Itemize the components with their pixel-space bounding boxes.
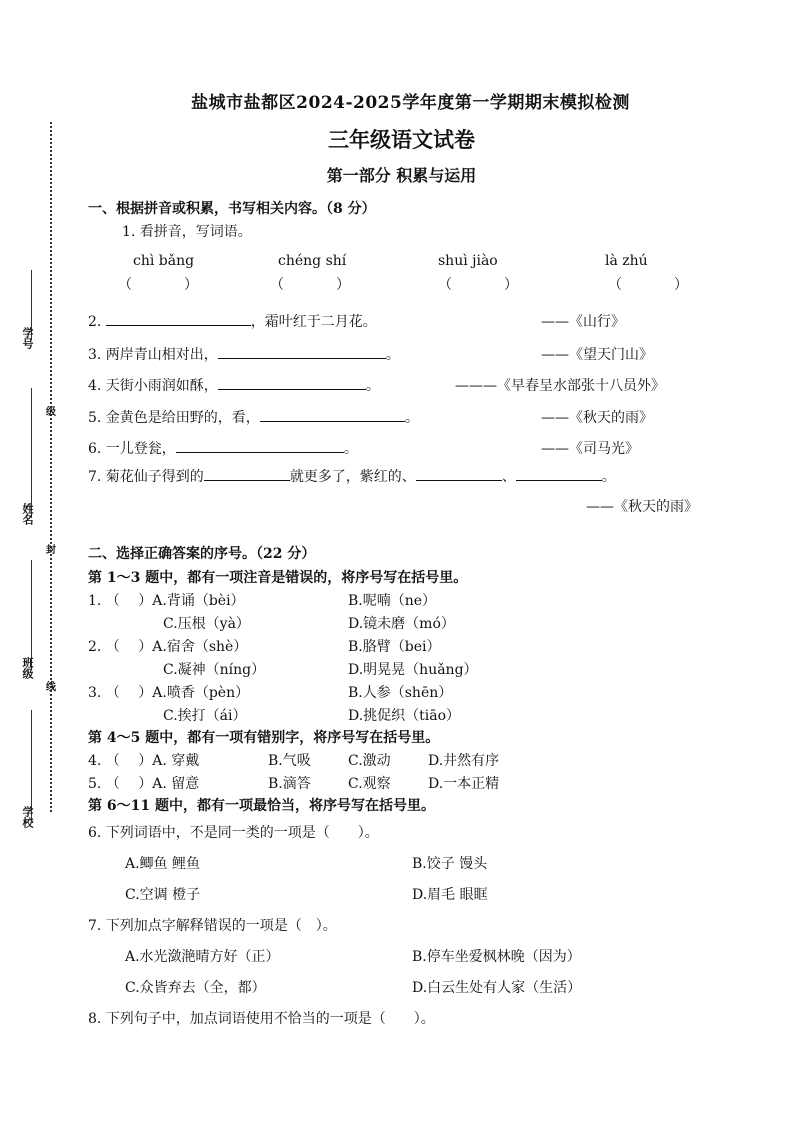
q7-source: ——《秋天的雨》 — [586, 499, 698, 515]
answer-paren-3[interactable]: （ ） — [438, 277, 518, 293]
s2-q8-stem: 8. 下列句子中，加点词语使用不恰当的一项是（ ）。 — [88, 1011, 435, 1027]
q3-source: ——《望天门山》 — [541, 347, 653, 363]
s2-q3-d: D.挑促织（tiāo） — [348, 708, 461, 724]
s2-q7-d: D.白云生处有人家（生活） — [412, 980, 582, 996]
q7-line: 7. 菊花仙子得到的 就更多了，紫红的、 、 。 — [88, 466, 616, 486]
s2-q6-stem: 6. 下列词语中，不是同一类的一项是（ ）。 — [88, 825, 379, 841]
sub1-instruction: 第 1～3 题中，都有一项注音是错误的，将序号写在括号里。 — [88, 570, 468, 586]
q5-blank[interactable] — [260, 407, 405, 422]
s2-q2-lead: 2. （ ）A.宿舍（shè） — [88, 639, 248, 655]
q4-line: 4. 天街小雨润如酥， 。 — [88, 375, 380, 395]
s2-q1-d: D.镜未磨（mó） — [348, 616, 455, 632]
exam-subtitle: 三年级语文试卷 — [328, 127, 475, 152]
name-line — [31, 388, 32, 518]
q6-source: ——《司马光》 — [541, 441, 639, 457]
q2-source: ——《山行》 — [541, 314, 625, 330]
q5-source: ——《秋天的雨》 — [541, 410, 653, 426]
q6-line: 6. 一儿登瓮， 。 — [88, 438, 358, 458]
q7-blank-2[interactable] — [416, 466, 502, 481]
s2-q1-b: B.呢喃（ne） — [348, 593, 437, 609]
q2-blank[interactable] — [106, 311, 251, 326]
line-label: 线 — [46, 682, 56, 693]
s2-q6-c: C.空调 橙子 — [125, 887, 201, 903]
student-no-label: 学号 — [21, 327, 34, 349]
pinyin-1: chì bǎng — [133, 253, 195, 269]
sub2-instruction: 第 4～5 题中，都有一项有错别字，将序号写在括号里。 — [88, 730, 440, 746]
q4-blank[interactable] — [218, 375, 366, 390]
binding-dotted-line — [50, 122, 52, 812]
class-line — [31, 560, 32, 670]
s2-q3-lead: 3. （ ）A.喷香（pèn） — [88, 685, 250, 701]
s2-q1-lead: 1. （ ）A.背诵（bèi） — [88, 593, 245, 609]
answer-paren-4[interactable]: （ ） — [608, 277, 688, 293]
s2-q4-d: D.井然有序 — [428, 753, 500, 769]
s2-q6-a: A.鲫鱼 鲤鱼 — [125, 856, 201, 872]
section2-heading: 二、选择正确答案的序号。（22 分） — [88, 546, 316, 562]
q7-blank-1[interactable] — [204, 466, 290, 481]
q3-line: 3. 两岸青山相对出， 。 — [88, 344, 400, 364]
answer-paren-2[interactable]: （ ） — [270, 277, 350, 293]
q7-blank-3[interactable] — [516, 466, 602, 481]
seal-label: 封 — [46, 545, 56, 556]
answer-paren-1[interactable]: （ ） — [118, 277, 198, 293]
s2-q7-b: B.停车坐爱枫林晚（因为） — [412, 949, 581, 965]
q3-blank[interactable] — [218, 344, 386, 359]
name-label: 姓名 — [21, 503, 34, 525]
exam-title: 盐城市盐都区2024-2025学年度第一学期期末模拟检测 — [191, 93, 630, 113]
s2-q6-d: D.眉毛 眼眶 — [412, 887, 488, 903]
s2-q2-b: B.胳臂（bei） — [348, 639, 441, 655]
q2-line: 2. ，霜叶红于二月花。 — [88, 311, 377, 331]
s2-q1-c: C.压根（yà） — [163, 616, 250, 632]
s2-q7-a: A.水光潋滟晴方好（正） — [125, 949, 280, 965]
s2-q4-b: B.气吸 — [268, 753, 311, 769]
sub3-instruction: 第 6～11 题中，都有一项最恰当，将序号写在括号里。 — [88, 798, 435, 814]
s2-q5-d: D.一本正精 — [428, 776, 500, 792]
pinyin-4: là zhú — [605, 253, 648, 269]
s2-q5-lead: 5. （ ）A. 留意 — [88, 776, 200, 792]
school-label: 学校 — [21, 806, 34, 828]
pinyin-2: chéng shí — [278, 253, 347, 269]
class-char-label: 级 — [46, 407, 56, 418]
s2-q2-d: D.明晃晃（huǎng） — [348, 662, 478, 678]
s2-q6-b: B.饺子 馒头 — [412, 856, 488, 872]
s2-q3-b: B.人参（shēn） — [348, 685, 453, 701]
school-line — [31, 710, 32, 820]
class-label: 班级 — [21, 657, 34, 679]
s2-q5-c: C.观察 — [348, 776, 391, 792]
part-heading: 第一部分 积累与运用 — [326, 166, 477, 185]
s2-q5-b: B.滴答 — [268, 776, 311, 792]
q1-prompt: 1. 看拼音，写词语。 — [122, 224, 252, 240]
s2-q3-c: C.挨打（ái） — [163, 708, 247, 724]
pinyin-3: shuì jiào — [438, 253, 498, 269]
section1-heading: 一、根据拼音或积累，书写相关内容。（8 分） — [88, 201, 376, 217]
q4-source: ———《早春呈水部张十八员外》 — [455, 378, 665, 394]
q5-line: 5. 金黄色是给田野的，看， 。 — [88, 407, 419, 427]
s2-q2-c: C.凝神（níng） — [163, 662, 266, 678]
s2-q7-c: C.众皆弃去（全，都） — [125, 980, 266, 996]
q6-blank[interactable] — [176, 438, 344, 453]
s2-q4-c: C.激动 — [348, 753, 391, 769]
s2-q4-lead: 4. （ ）A. 穿戴 — [88, 753, 200, 769]
s2-q7-stem: 7. 下列加点字解释错误的一项是（ ）。 — [88, 918, 337, 934]
